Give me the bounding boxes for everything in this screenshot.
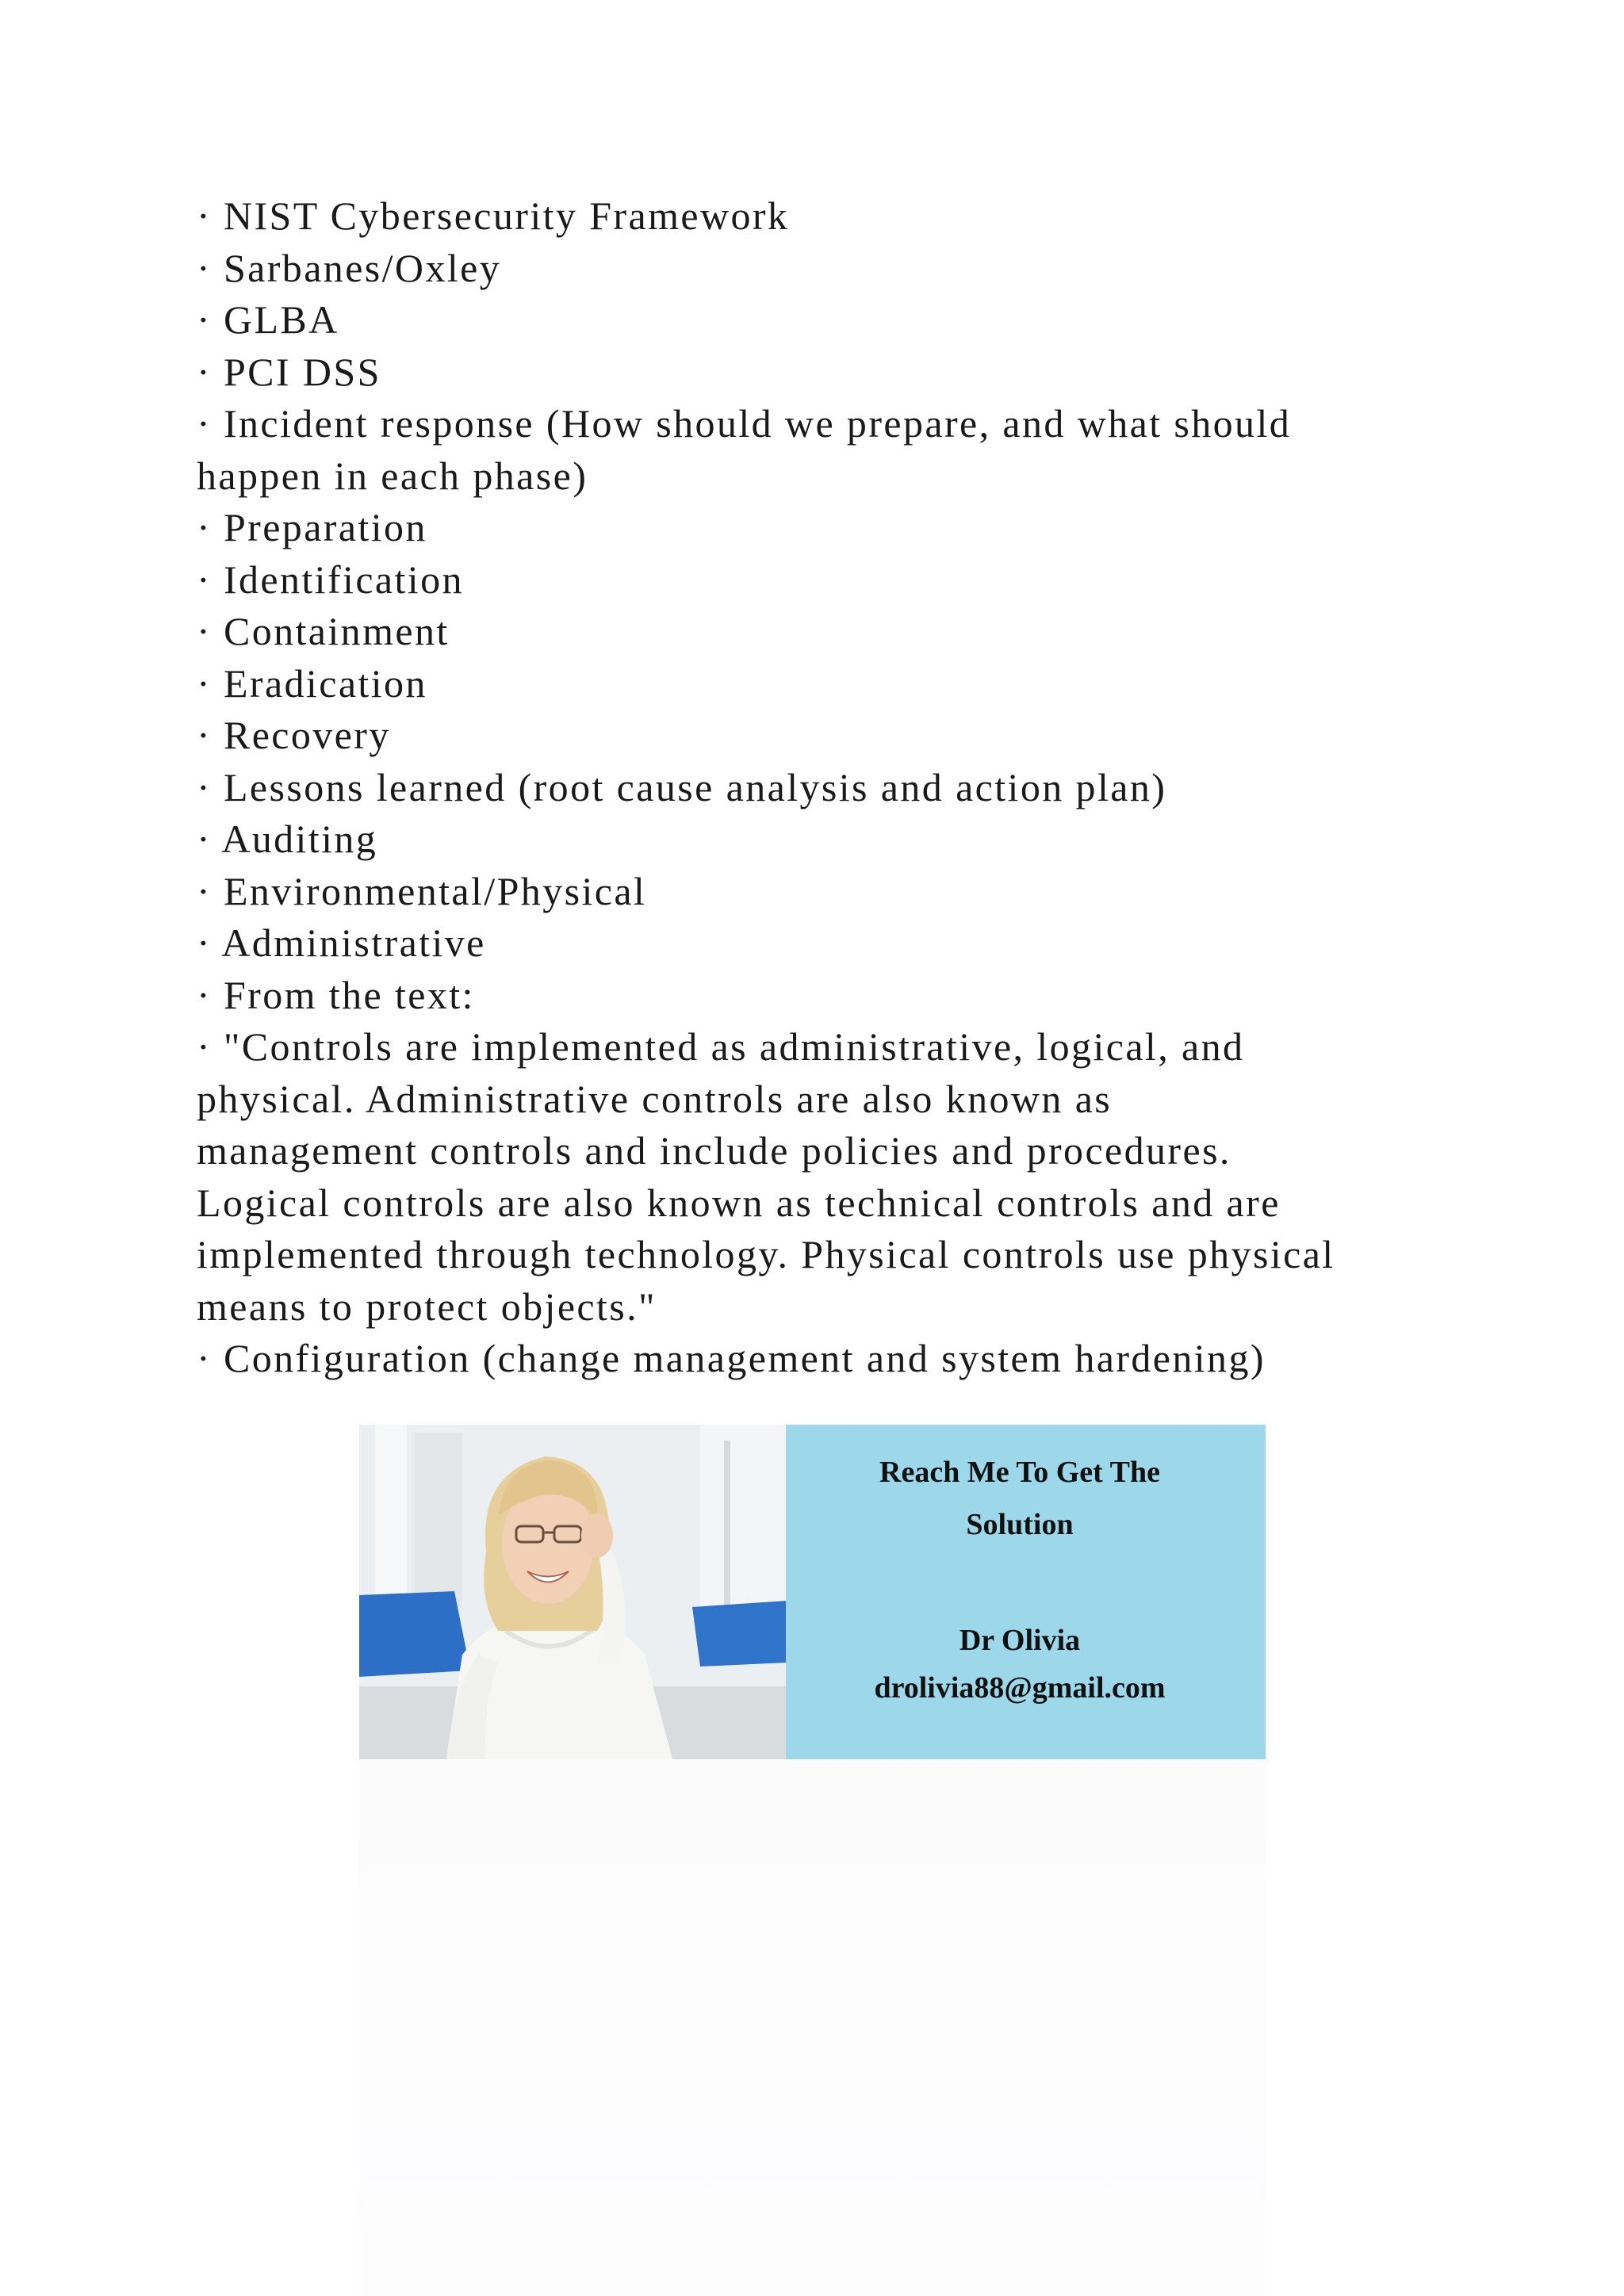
text-line: · Eradication	[197, 660, 427, 706]
text-line: · GLBA	[197, 297, 339, 342]
text-line: · Containment	[197, 609, 450, 653]
text-line: · Preparation	[197, 505, 427, 549]
banner-heading-line2: Solution	[966, 1508, 1074, 1541]
text-line: · From the text:	[197, 972, 475, 1017]
banner-heading-line1: Reach Me To Get The	[879, 1456, 1160, 1489]
text-line: · Administrative	[197, 920, 486, 965]
text-line: means to protect objects."	[197, 1284, 657, 1329]
text-line: · Sarbanes/Oxley	[197, 245, 502, 290]
text-line: · Auditing	[197, 817, 378, 861]
image-bottom-area	[359, 1759, 1266, 2296]
text-line: Logical controls are also known as technical controls and are	[197, 1180, 1281, 1225]
contact-name: Dr Olivia	[959, 1624, 1081, 1657]
text-line: management controls and include policies and procedures.	[197, 1128, 1231, 1173]
contact-banner	[359, 1425, 1266, 1759]
text-line: · Recovery	[197, 713, 391, 757]
woman-photo	[359, 1425, 787, 1759]
text-line: · Configuration (change management and system hardening)	[197, 1336, 1266, 1380]
text-line: · Environmental/Physical	[197, 868, 647, 913]
document-text	[197, 190, 1465, 1385]
text-line: · NIST Cybersecurity Framework	[197, 193, 790, 238]
contact-email: drolivia88@gmail.com	[874, 1671, 1166, 1705]
contact-info-panel	[786, 1425, 1266, 1759]
text-line: implemented through technology. Physical controls use physical	[197, 1232, 1335, 1276]
text-line: · Incident response (How should we prepare, and what should	[197, 401, 1292, 446]
text-line: · Lessons learned (root cause analysis and action plan)	[197, 764, 1167, 809]
text-line: · "Controls are implemented as administrative, logical, and	[197, 1024, 1245, 1069]
text-line: happen in each phase)	[197, 453, 588, 498]
photo-illustration	[359, 1425, 787, 1759]
text-line: · Identification	[197, 557, 464, 602]
text-line: · PCI DSS	[197, 349, 381, 394]
text-line: physical. Administrative controls are also known as	[197, 1076, 1113, 1121]
